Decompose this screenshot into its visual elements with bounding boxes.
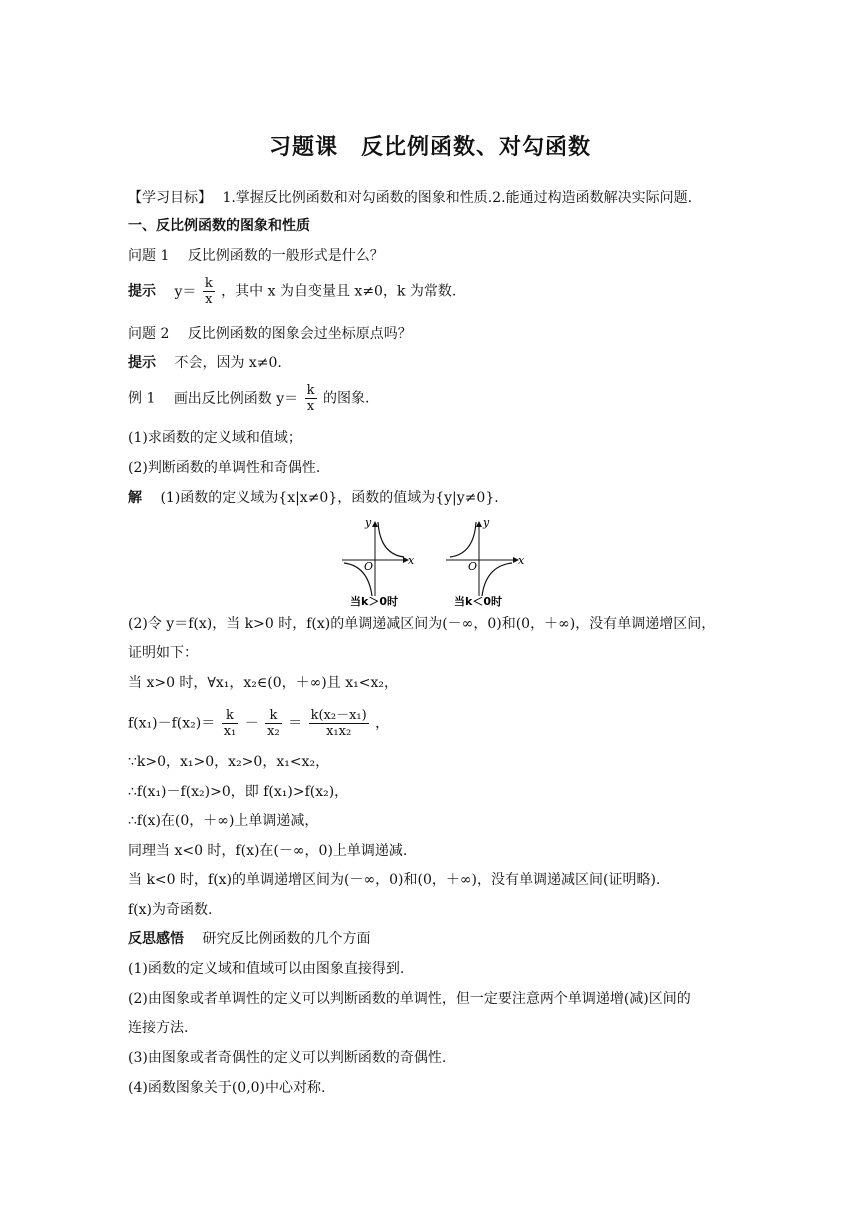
example-1-part-2: (2)判断函数的单调性和奇偶性. xyxy=(128,460,321,476)
hint-1 xyxy=(128,276,456,307)
hint-2-text: 不会，因为 x≠0. xyxy=(174,355,282,371)
curve-branch-q2 xyxy=(450,522,476,557)
question-1-label: 问题 1 xyxy=(128,248,170,264)
proof-line-4: ∴f(x₁)－f(x₂)>0，即 f(x₁)>f(x₂)， xyxy=(128,784,349,800)
curve-branch-q4 xyxy=(482,563,512,596)
curve-branch-q1 xyxy=(378,522,404,557)
hint-1-label: 提示 xyxy=(128,283,156,300)
hint-2 xyxy=(128,353,282,373)
example-1-post: 的图象. xyxy=(322,390,370,407)
solution-text: (1)函数的定义域为{x|x≠0}，函数的值域为{y|y≠0}. xyxy=(160,490,499,506)
question-1 xyxy=(128,246,384,266)
solution-label: 解 xyxy=(128,490,142,506)
reflection-point-4: (4)函数图象关于(0,0)中心对称. xyxy=(128,1080,326,1096)
proof-expression: f(x₁)－f(x₂)＝ xyxy=(128,715,216,732)
example-1-label: 例 1 xyxy=(128,390,156,407)
caption-k-positive: 当k＞0时 xyxy=(350,595,398,608)
reflection xyxy=(128,929,370,949)
equals-sign: ＝ xyxy=(288,715,303,732)
solution-1 xyxy=(128,488,499,508)
reflection-point-2-cont: 连接方法. xyxy=(128,1020,189,1036)
y-axis-label: y xyxy=(365,516,372,529)
reciprocal-function-graphs xyxy=(338,516,528,608)
learning-objective xyxy=(128,188,692,208)
question-2-text: 反比例函数的图象会过坐标原点吗？ xyxy=(187,326,412,342)
objective-text: 1.掌握反比例函数和对勾函数的图象和性质.2.能通过构造函数解决实际问题. xyxy=(222,190,693,206)
fraction-k-over-x: $\frac{k}{x}$ xyxy=(204,276,213,307)
example-1-part-1: (1)求函数的定义域和值域； xyxy=(128,430,302,446)
graph-k-negative xyxy=(446,516,525,608)
solution-part-2: (2)令 y＝f(x)，当 k>0 时，f(x)的单调递减区间为(－∞，0)和(0，＋∞)，没有单调递增区间， xyxy=(128,616,716,632)
reflection-point-2: (2)由图象或者单调性的定义可以判断函数的单调性，但一定要注意两个单调递增(减)区间的 xyxy=(128,991,691,1007)
reflection-label: 反思感悟 xyxy=(128,931,184,947)
question-2 xyxy=(128,324,412,344)
proof-line-8: f(x)为奇函数. xyxy=(128,902,213,918)
x-axis-label: x xyxy=(518,554,525,567)
reflection-point-1: (1)函数的定义域和值域可以由图象直接得到. xyxy=(128,961,405,977)
question-1-text: 反比例函数的一般形式是什么？ xyxy=(187,248,384,264)
fraction-difference: $\frac{\text{k(x₂－x₁)}}{\text{x₁x₂}}$ xyxy=(310,708,367,739)
example-1-pre: 画出反比例函数 y＝ xyxy=(173,390,299,407)
proof-line-6: 同理当 x<0 时，f(x)在(－∞，0)上单调递减. xyxy=(128,843,408,859)
hint-1-pre: y＝ xyxy=(174,283,197,300)
comma: ， xyxy=(375,715,390,732)
caption-k-negative: 当k＜0时 xyxy=(454,595,502,608)
y-axis-label: y xyxy=(483,516,490,529)
section-heading: 一、反比例函数的图象和性质 xyxy=(128,218,310,234)
fraction-k-over-x1: $\frac{k}{\text{x₁}}$ xyxy=(223,708,237,739)
reflection-point-3: (3)由图象或者奇偶性的定义可以判断函数的奇偶性. xyxy=(128,1050,447,1066)
reflection-text: 研究反比例函数的几个方面 xyxy=(202,931,371,947)
proof-line-2 xyxy=(128,708,389,739)
proof-line-3: ∵k>0，x₁>0，x₂>0，x₁<x₂， xyxy=(128,754,330,770)
proof-line-7: 当 k<0 时，f(x)的单调递增区间为(－∞，0)和(0，＋∞)，没有单调递减区间(证明略). xyxy=(128,872,661,888)
proof-line-5: ∴f(x)在(0，＋∞)上单调递减， xyxy=(128,813,319,829)
hint-2-label: 提示 xyxy=(128,355,156,371)
solution-proof-intro: 证明如下： xyxy=(128,645,198,661)
question-2-label: 问题 2 xyxy=(128,326,170,342)
origin-label: O xyxy=(468,560,478,573)
minus-sign: － xyxy=(244,715,259,732)
proof-line-1: 当 x>0 时，∀x₁，x₂∈(0，＋∞)且 x₁<x₂， xyxy=(128,675,398,691)
x-axis-label: x xyxy=(408,554,415,567)
fraction-k-over-x: $\frac{k}{x}$ xyxy=(306,383,315,414)
page-title: 习题课 反比例函数、对勾函数 xyxy=(268,135,591,160)
example-1 xyxy=(128,383,369,414)
graph-k-positive xyxy=(342,516,415,608)
fraction-k-over-x2: $\frac{k}{\text{x₂}}$ xyxy=(267,708,280,739)
objective-label: 【学习目标】 xyxy=(128,190,212,206)
hint-1-post: ，其中 x 为自变量且 x≠0，k 为常数. xyxy=(221,283,457,300)
origin-label: O xyxy=(364,560,374,573)
